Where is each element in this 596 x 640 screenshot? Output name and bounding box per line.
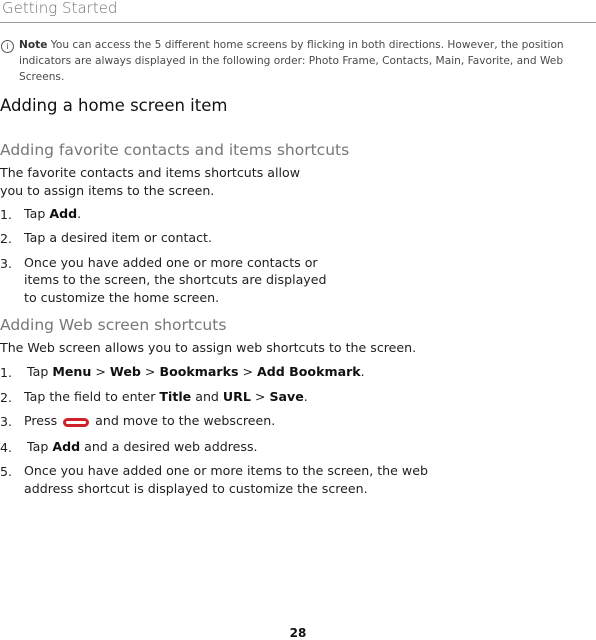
step-number: 1. xyxy=(0,365,13,380)
add-bookmark-term: Add Bookmark xyxy=(257,364,361,379)
step-text: and a desired web address. xyxy=(80,439,258,454)
step-number: 4. xyxy=(0,440,13,455)
favorites-step-1 xyxy=(24,205,81,223)
step-number: 1. xyxy=(0,207,13,222)
step-text: . xyxy=(303,389,308,404)
step-text: . xyxy=(77,206,82,221)
web-step-1 xyxy=(27,363,365,381)
note-label: Note xyxy=(19,39,48,51)
step-number: 3. xyxy=(0,256,13,271)
step-number: 3. xyxy=(0,414,13,429)
chapter-title: Getting Started xyxy=(2,0,118,17)
step-number: 2. xyxy=(0,231,13,246)
page-number: 28 xyxy=(289,626,307,640)
home-key-icon xyxy=(63,418,89,427)
step-number: 5. xyxy=(0,464,13,479)
web-step-5-line1: Once you have added one or more items to the screen, the web xyxy=(24,463,428,478)
step-text: Tap xyxy=(27,439,53,454)
favorites-step-3-line3: to customize the home screen. xyxy=(24,290,220,305)
step-text: Tap xyxy=(27,364,53,379)
web-step-3 xyxy=(24,412,275,430)
save-term: Save xyxy=(269,389,304,404)
step-text: and xyxy=(191,389,223,404)
step-text: Tap the field to enter xyxy=(24,389,160,404)
step-text: Tap xyxy=(24,206,50,221)
web-intro: The Web screen allows you to assign web shortcuts to the screen. xyxy=(0,340,417,355)
step-text: and move to the webscreen. xyxy=(91,413,276,428)
step-text: Press xyxy=(24,413,62,428)
header-divider xyxy=(0,22,596,23)
web-step-4 xyxy=(27,438,258,456)
title-term: Title xyxy=(159,389,192,404)
step-text: . xyxy=(360,364,365,379)
add-term: Add xyxy=(49,206,78,221)
bookmarks-term: Bookmarks xyxy=(159,364,239,379)
note-body: You can access the 5 different home screens by flicking in both directions. However, the position indicators are always displayed in the following order: Photo Frame, Contacts, Main, Favorite, and Web Screens. xyxy=(19,39,564,83)
favorites-step-3-line2: items to the screen, the shortcuts are displayed xyxy=(24,272,327,287)
add-term: Add xyxy=(52,439,81,454)
step-number: 2. xyxy=(0,390,13,405)
favorites-intro-line1: The favorite contacts and items shortcuts allow xyxy=(0,165,300,180)
separator: > xyxy=(140,364,160,379)
url-term: URL xyxy=(222,389,251,404)
web-step-2 xyxy=(24,388,308,406)
favorites-step-2: Tap a desired item or contact. xyxy=(24,230,212,245)
menu-term: Menu xyxy=(52,364,92,379)
section-title: Adding a home screen item xyxy=(0,96,228,115)
separator: > xyxy=(250,389,270,404)
separator: > xyxy=(238,364,258,379)
info-icon: i xyxy=(1,40,14,53)
favorites-step-3-line1: Once you have added one or more contacts or xyxy=(24,255,318,270)
web-step-5-line2: address shortcut is displayed to customize the screen. xyxy=(24,481,368,496)
favorites-heading: Adding favorite contacts and items shortcuts xyxy=(0,141,350,159)
web-heading: Adding Web screen shortcuts xyxy=(0,316,227,334)
separator: > xyxy=(91,364,110,379)
note-text xyxy=(19,37,584,85)
web-term: Web xyxy=(109,364,141,379)
favorites-intro-line2: you to assign items to the screen. xyxy=(0,183,215,198)
